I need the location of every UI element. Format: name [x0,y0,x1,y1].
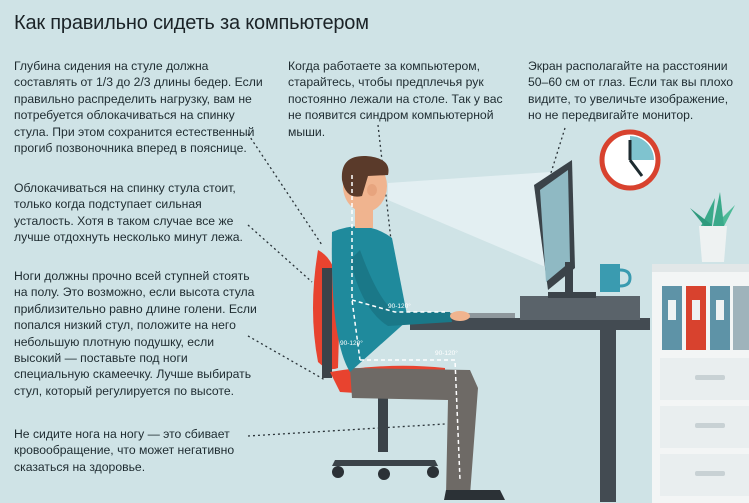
tip-screen: Экран располагайте на расстоянии 50–60 см от глаз. Если так вы плохо видите, то увеличьте изображение, но не передвигайте монитор. [528,59,734,123]
tip-seat-depth: Глубина сидения на стуле должна составлять от 1/3 до 2/3 длины бедер. Если правильно распределить нагрузку, вам не потребуется облокачиваться на спинку стула. При этом сохранится естественный прогиб позвоночника вперед в пояснице. [14,59,263,156]
tip-backrest: Облокачиваться на спинку стула стоит, только когда подступает сильная усталость. Хотя в таком случае все же лучше отдохнуть несколько минут лежа. [14,181,243,245]
angle-label-hip: 90-120° [340,340,363,347]
tip-forearms: Когда работаете за компьютером, старайтесь, чтобы предплечья рук постоянно лежали на столе. Так у вас не появится синдром компьютерной мыши. [288,59,503,139]
clock-icon [602,132,658,188]
angle-label-elbow: 90-120° [388,303,411,310]
cabinet [652,264,749,503]
page-title: Как правильно сидеть за компьютером [14,12,369,34]
tip-legs-crossed: Не сидите нога на ногу — это сбивает кровообращение, что может негативно сказаться на здоровье. [14,427,235,474]
mug-icon [600,264,630,292]
angle-label-knee: 90-120° [435,350,458,357]
tip-feet: Ноги должны прочно всей ступней стоять на полу. Это возможно, если высота стула приблизительно равно длине голени. Если попался низкий стул, положите на него небольшую плотную подушку, если высокий — поставьте под ноги специальную скамеечку. Лучше выбирать стул, который регулируется по высоте. [14,269,257,398]
plant-icon [690,192,735,262]
gaze-cone [388,172,550,268]
monitor-icon [534,160,596,298]
